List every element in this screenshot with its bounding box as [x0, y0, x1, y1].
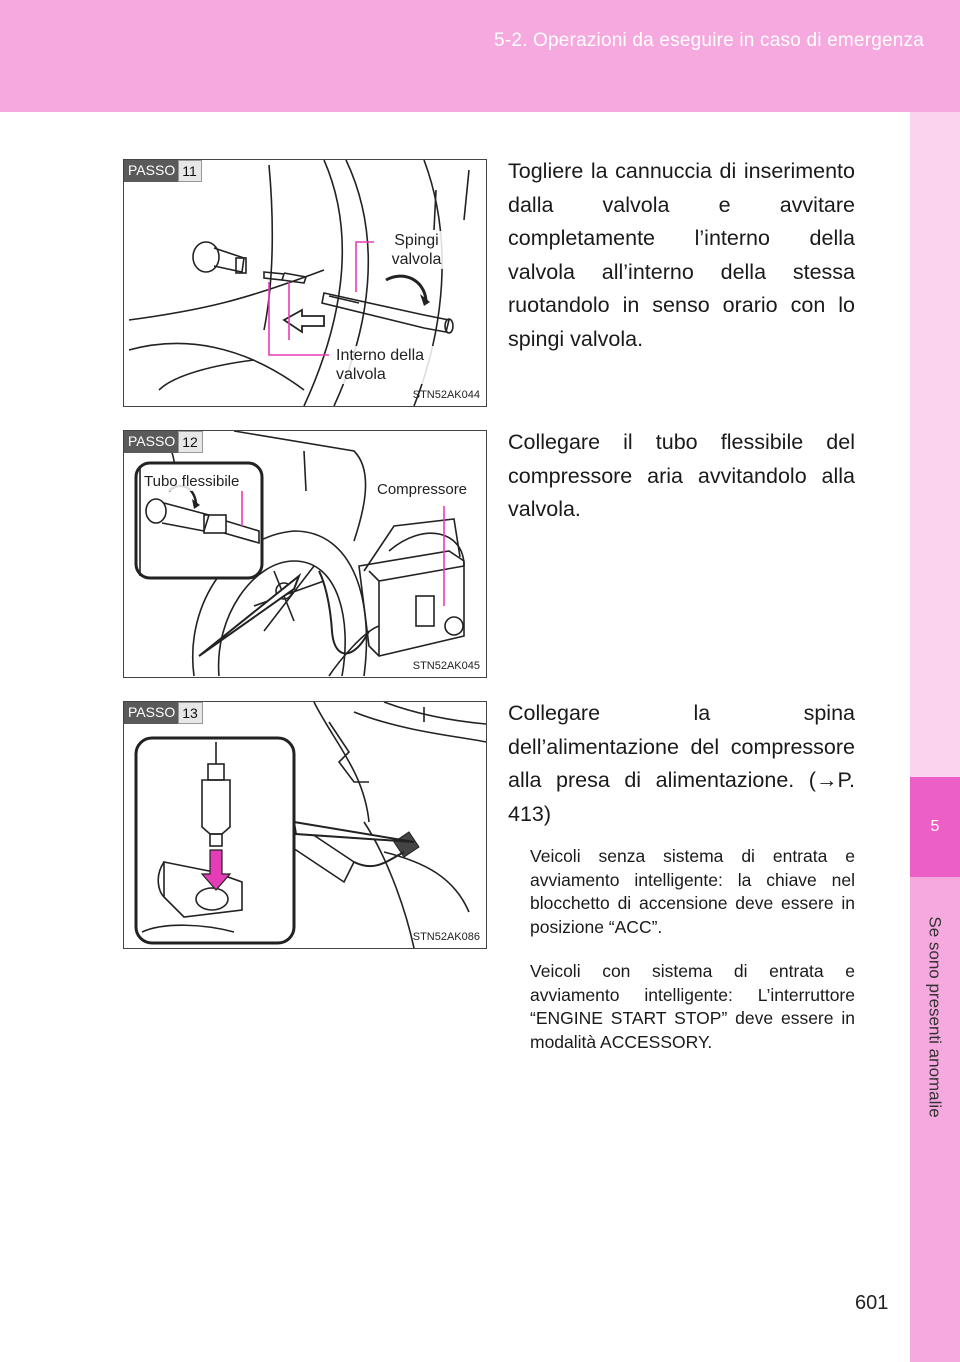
chapter-number-tab[interactable]: 5	[910, 777, 960, 877]
header-band	[0, 0, 960, 112]
step-badge-number: 11	[178, 160, 202, 182]
section-title: 5-2. Operazioni da eseguire in caso di emergenza	[494, 30, 924, 51]
step-badge-label: PASSO	[124, 160, 178, 182]
callout-valve-core: Interno della valvola	[336, 346, 446, 384]
figure-code: STN52AK045	[412, 660, 480, 672]
power-plug-illustration	[124, 702, 486, 948]
step-badge-number: 12	[178, 431, 203, 453]
callout-compressor: Compressore	[377, 481, 468, 498]
figure-code: STN52AK086	[412, 931, 480, 943]
step-badge-number: 13	[178, 702, 203, 724]
side-tab-upper	[910, 112, 960, 777]
chapter-title-tab[interactable]	[910, 877, 960, 1157]
step-13-instructions: Collegare la spina dell’alimentazione del compressore alla presa di alimentazione. (→P. 413)	[508, 701, 855, 826]
step-badge-label: PASSO	[124, 702, 178, 724]
step-badge-label: PASSO	[124, 431, 178, 453]
page-number: 601	[855, 1292, 889, 1314]
step-badge	[124, 431, 203, 453]
note-with-smart-key: Veicoli con sistema di entrata e avviamento intelligente: L’interruttore “ENGINE START STOP” deve essere in modalità ACCESSORY.	[530, 961, 855, 1052]
figure-step-12	[123, 430, 487, 678]
step-11-instructions: Togliere la cannuccia di inserimento dalla valvola e avvitare completamente l’interno della valvola all’interno della stessa ruotandolo in senso orario con lo spingi valvola.	[508, 159, 855, 351]
compressor-connection-illustration	[124, 431, 486, 677]
note-without-smart-key: Veicoli senza sistema di entrata e avviamento intelligente: la chiave nel blocchetto di accensione deve essere in posizione “ACC”.	[530, 846, 855, 937]
figure-step-13	[123, 701, 487, 949]
callout-hose: Tubo flessibile	[144, 473, 240, 490]
step-12-instructions: Collegare il tubo flessibile del compressore aria avvitandolo alla valvola.	[508, 430, 855, 521]
chapter-title: Se sono presenti anomalie	[926, 916, 946, 1118]
figure-code: STN52AK044	[412, 389, 480, 401]
step-badge	[124, 160, 202, 182]
step-badge	[124, 702, 203, 724]
figure-step-11	[123, 159, 487, 407]
callout-valve-pusher: Spingi valvola	[379, 231, 454, 269]
